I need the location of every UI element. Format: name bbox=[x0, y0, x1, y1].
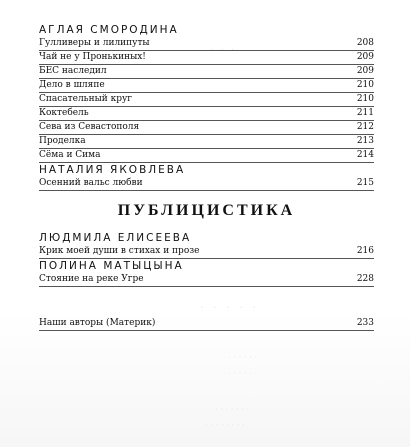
entry-page-number: 211 bbox=[356, 108, 374, 118]
entry-page-number: 210 bbox=[356, 94, 374, 104]
section-heading: ПУБЛИЦИСТИКА bbox=[117, 202, 296, 219]
entry-page-number: 233 bbox=[356, 318, 374, 328]
toc-entry[interactable] bbox=[39, 51, 374, 65]
entry-page-number: 214 bbox=[356, 150, 374, 160]
toc-entry[interactable] bbox=[39, 65, 374, 79]
entry-title: Крик моей души в стихах и прозе bbox=[39, 246, 200, 256]
bleed-through-mark: · · · · · · bbox=[228, 352, 258, 362]
entry-page-number: 215 bbox=[356, 178, 374, 188]
entry-title: Проделка bbox=[39, 136, 86, 146]
entry-page-number: 209 bbox=[356, 66, 374, 76]
toc-entry[interactable] bbox=[39, 121, 374, 135]
entry-title: Сёма и Сима bbox=[39, 150, 101, 160]
entry-title: Спасательный круг bbox=[39, 94, 132, 104]
entry-title: Коктебель bbox=[39, 108, 89, 118]
entry-page-number: 208 bbox=[356, 38, 374, 48]
entry-title: Дело в шляпе bbox=[39, 80, 105, 90]
author-name: ЛЮДМИЛА ЕЛИСЕЕВА bbox=[39, 232, 192, 244]
author-name: НАТАЛИЯ ЯКОВЛЕВА bbox=[39, 164, 186, 176]
bleed-through-mark: · · · bbox=[210, 44, 237, 56]
toc-entry[interactable] bbox=[39, 93, 374, 107]
entry-title: Стояние на реке Угре bbox=[39, 274, 144, 284]
entry-title: Сева из Севастополя bbox=[39, 122, 140, 132]
entry-title: Осенний вальс любви bbox=[39, 178, 143, 188]
toc-entry[interactable] bbox=[39, 245, 374, 259]
entry-page-number: 210 bbox=[356, 80, 374, 90]
bleed-through-mark: · · · · · · · bbox=[215, 404, 250, 414]
toc-entry[interactable] bbox=[39, 149, 374, 163]
entry-title: БЕС наследил bbox=[39, 66, 107, 76]
bleed-through-mark: · · · · · bbox=[200, 300, 259, 314]
entry-page-number: 209 bbox=[356, 52, 374, 62]
entry-page-number: 213 bbox=[356, 136, 374, 146]
table-of-contents bbox=[39, 23, 374, 331]
bleed-through-mark: · · · · · · · · bbox=[205, 420, 245, 430]
toc-entry[interactable] bbox=[39, 273, 374, 287]
entry-page-number: 212 bbox=[356, 122, 374, 132]
entry-title: Гулливеры и лилипуты bbox=[39, 38, 150, 48]
entry-title: Наши авторы (Материк) bbox=[39, 318, 156, 328]
author-name: ПОЛИНА МАТЫЦЫНА bbox=[39, 260, 184, 272]
toc-entry[interactable] bbox=[39, 37, 374, 51]
toc-entry-authors[interactable] bbox=[39, 317, 374, 331]
toc-entry[interactable] bbox=[39, 177, 374, 191]
entry-page-number: 216 bbox=[356, 246, 374, 256]
toc-entry[interactable] bbox=[39, 135, 374, 149]
author-name: АГЛАЯ СМОРОДИНА bbox=[39, 24, 179, 36]
entry-page-number: 228 bbox=[356, 274, 374, 284]
entry-title: Чай не у Пронькиных! bbox=[39, 52, 146, 62]
toc-entry[interactable] bbox=[39, 107, 374, 121]
bleed-through-mark: · · · · · bbox=[228, 368, 252, 378]
toc-entry[interactable] bbox=[39, 79, 374, 93]
